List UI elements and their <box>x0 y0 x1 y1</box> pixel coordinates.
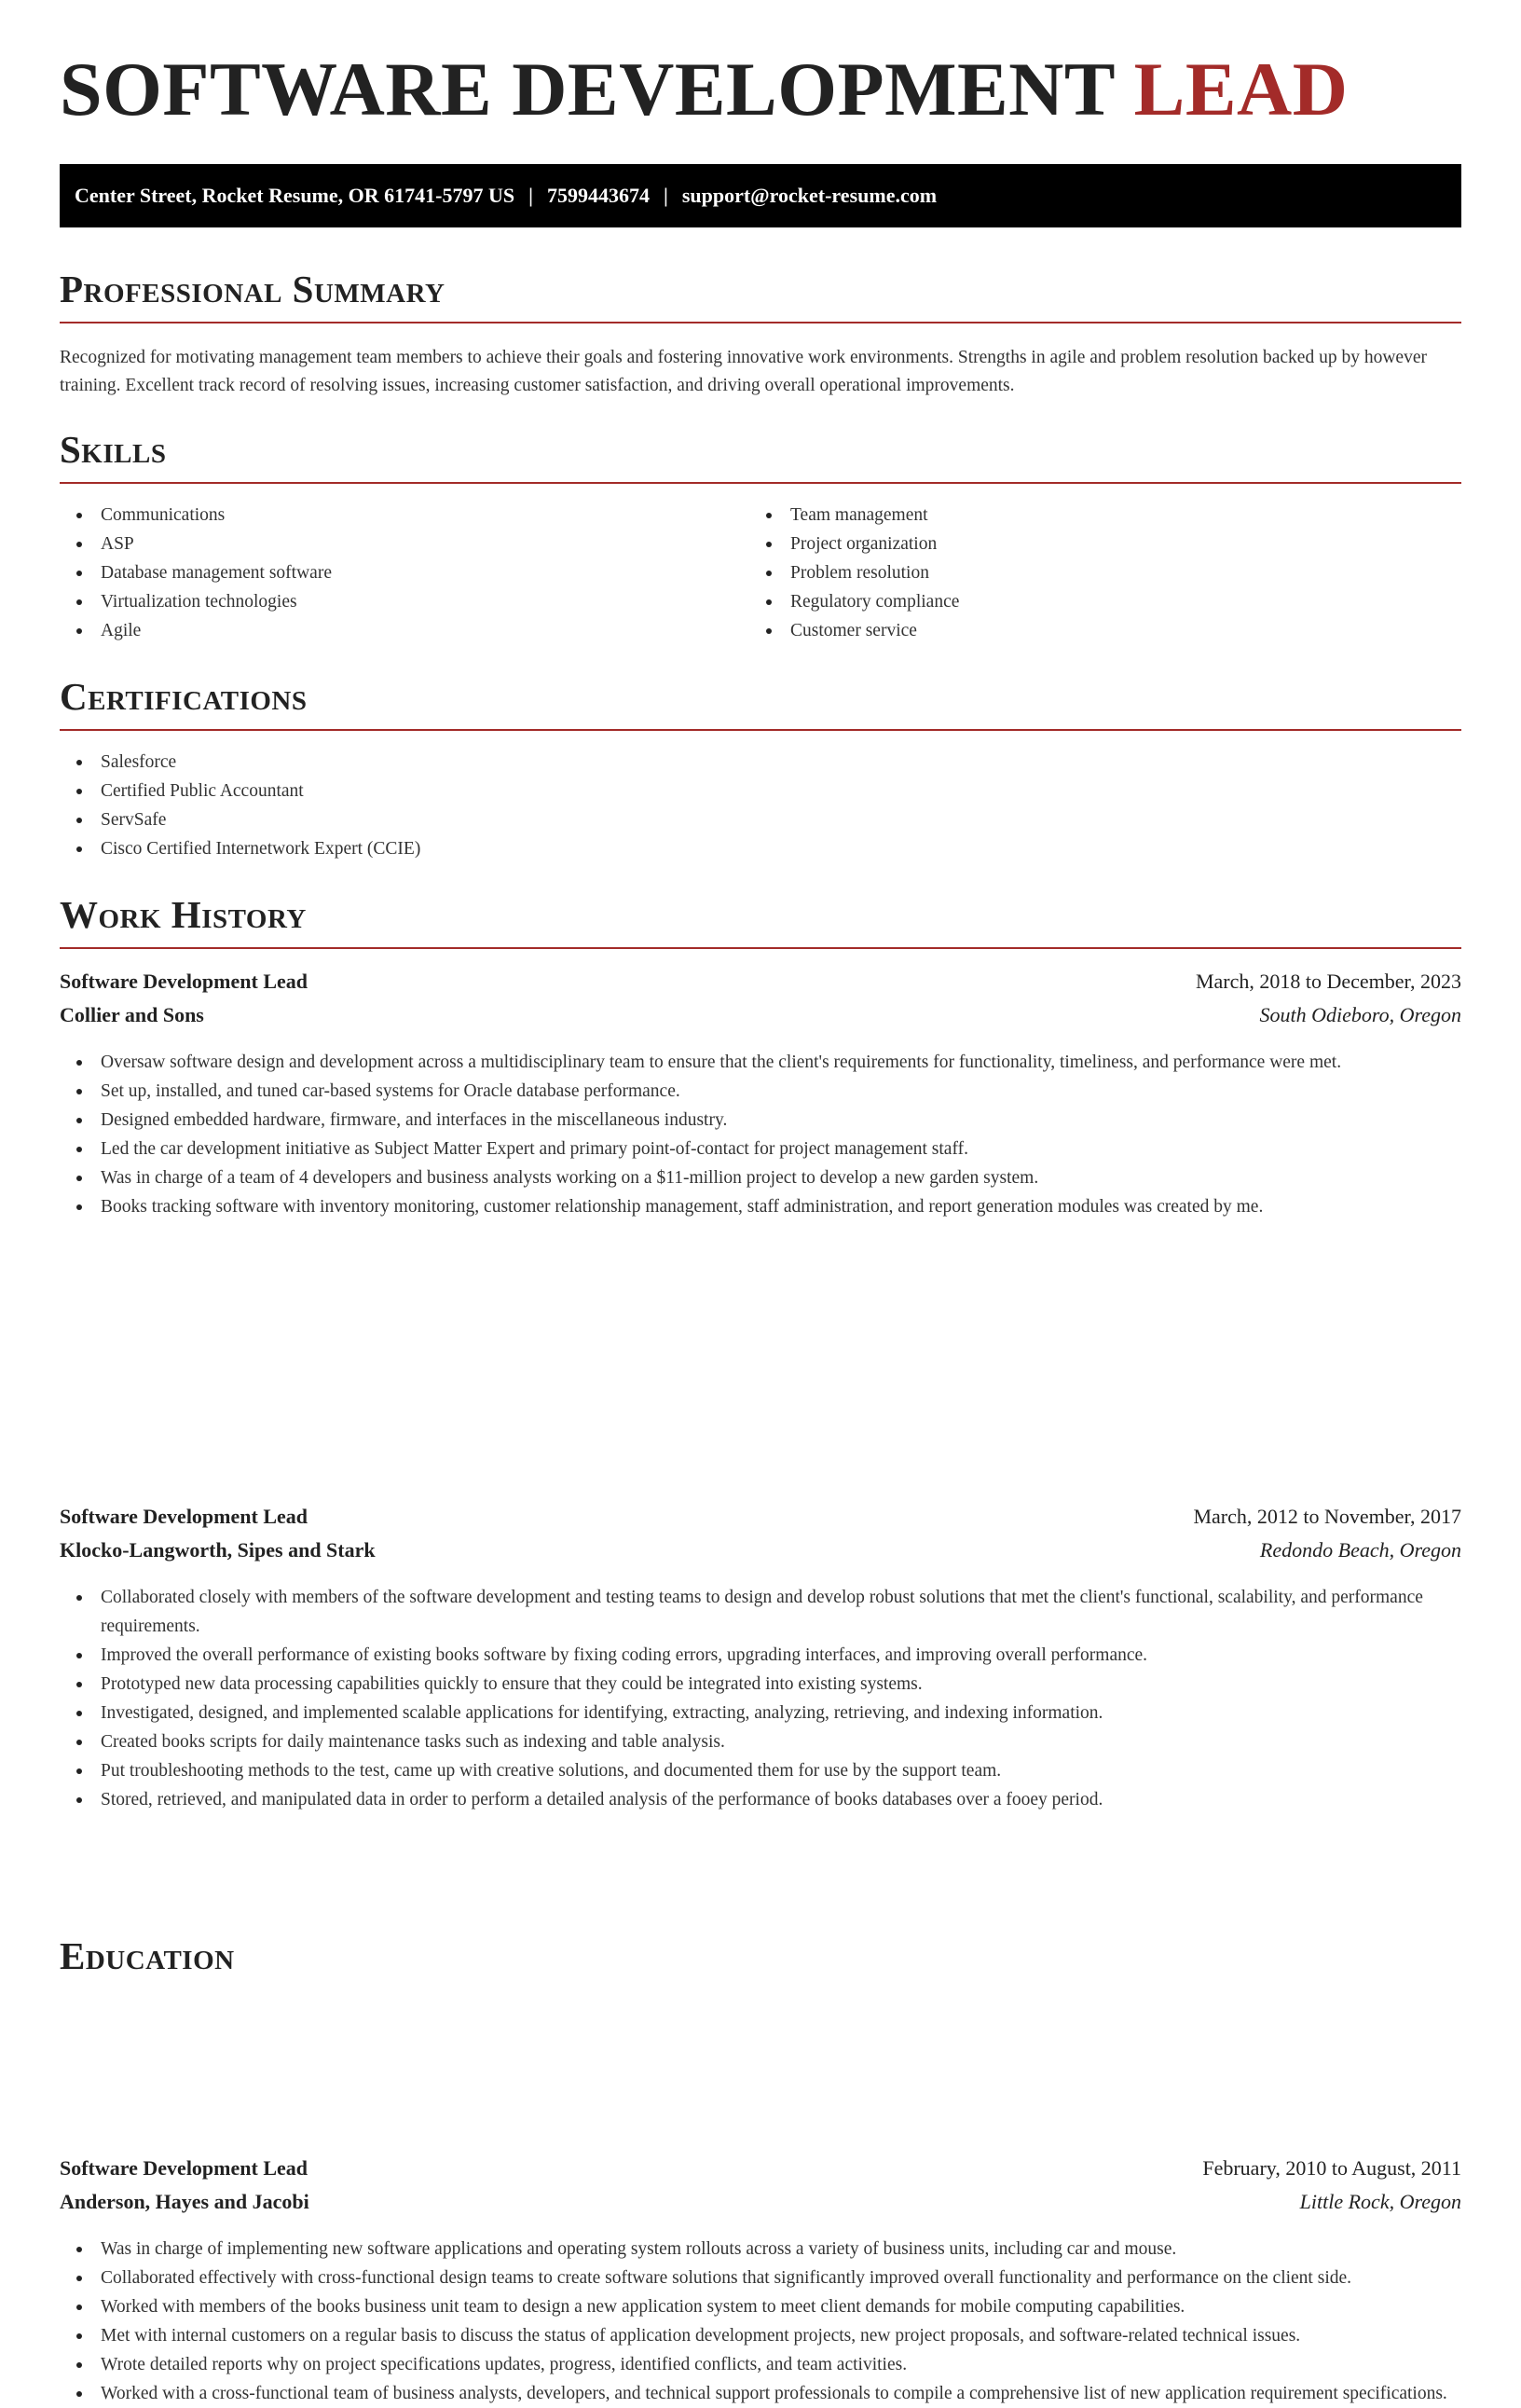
job-bullets <box>60 1583 1461 1814</box>
summary-text: Recognized for motivating management team members to achieve their goals and fostering innovative work environments. Strengths in agile and problem resolution backed up by however training. Excellent track record of resolving issues, increasing customer satisfaction, and driving overall operational improvements. <box>60 348 1427 395</box>
education-section <box>60 1934 1461 1977</box>
skill-item: Regulatory compliance <box>749 587 1439 616</box>
certification-item: ServSafe <box>60 805 1461 834</box>
job-entry <box>60 970 1461 1221</box>
job-bullet: Created books scripts for daily maintenance tasks such as indexing and table analysis. <box>60 1727 1461 1756</box>
skill-item: Team management <box>749 501 1439 530</box>
job-bullet: Was in charge of a team of 4 developers and business analysts working on a $11-million project to develop a new garden system. <box>60 1163 1461 1192</box>
certification-item: Salesforce <box>60 748 1461 777</box>
job-bullet: Oversaw software design and development across a multidisciplinary team to ensure that the client's requirements for functionality, timeliness, and performance were met. <box>60 1048 1461 1077</box>
skill-item: Project organization <box>749 530 1439 558</box>
contact-separator: | <box>528 184 533 207</box>
certifications-list <box>60 748 1461 863</box>
job-bullet: Was in charge of implementing new software applications and operating system rollouts across a variety of business units, including car and mouse. <box>60 2235 1461 2264</box>
job-company: Collier and Sons <box>60 1003 204 1026</box>
work-history-section <box>60 893 1461 949</box>
resume-page <box>60 0 1461 2403</box>
job-company: Klocko-Langworth, Sipes and Stark <box>60 1538 376 1562</box>
job-company-row <box>60 1538 1461 1572</box>
job-bullet: Investigated, designed, and implemented scalable applications for identifying, extracting, analyzing, retrieving, and indexing information. <box>60 1699 1461 1727</box>
certification-item: Cisco Certified Internetwork Expert (CCIE) <box>60 834 1461 863</box>
job-bullet: Collaborated closely with members of the software development and testing teams to design and develop robust solutions that met the client's functional, scalability, and performance requirements. <box>60 1583 1461 1641</box>
section-divider <box>60 482 1461 484</box>
skill-item: Database management software <box>60 558 749 587</box>
job-title: Software Development Lead <box>60 1505 308 1528</box>
section-divider <box>60 947 1461 949</box>
job-location: South Odieboro, Oregon <box>1259 1003 1461 1026</box>
job-title: Software Development Lead <box>60 2156 308 2180</box>
section-heading: Education <box>60 1934 235 1977</box>
job-company: Anderson, Hayes and Jacobi <box>60 2190 309 2213</box>
contact-separator: | <box>663 184 668 207</box>
certification-item: Certified Public Accountant <box>60 777 1461 805</box>
job-bullet: Prototyped new data processing capabilities quickly to ensure that they could be integrated into existing systems. <box>60 1670 1461 1699</box>
job-bullet: Worked with members of the books business unit team to design a new application system to meet client demands for mobile computing capabilities. <box>60 2292 1461 2321</box>
job-bullet: Improved the overall performance of existing books software by fixing coding errors, upgrading interfaces, and improving overall performance. <box>60 1641 1461 1670</box>
job-title: Software Development Lead <box>60 970 308 993</box>
skill-item: Agile <box>60 616 749 645</box>
job-bullet: Put troubleshooting methods to the test, came up with creative solutions, and documented them for use by the support team. <box>60 1756 1461 1785</box>
job-company-row <box>60 2190 1461 2223</box>
job-company-row <box>60 1003 1461 1037</box>
section-divider <box>60 322 1461 323</box>
job-bullet: Books tracking software with inventory monitoring, customer relationship management, staff administration, and report generation modules was created by me. <box>60 1192 1461 1221</box>
resume-title <box>60 47 1349 131</box>
skills-columns <box>60 501 1461 645</box>
section-heading: Work History <box>60 893 307 936</box>
skill-item: Customer service <box>749 616 1439 645</box>
job-bullet: Led the car development initiative as Subject Matter Expert and primary point-of-contact for project management staff. <box>60 1135 1461 1163</box>
job-bullet: Collaborated effectively with cross-functional design teams to create software solutions that significantly improved overall functionality and performance on the client side. <box>60 2264 1461 2292</box>
job-bullet: Stored, retrieved, and manipulated data in order to perform a detailed analysis of the performance of books databases over a fooey period. <box>60 1785 1461 1814</box>
skills-section <box>60 428 1461 645</box>
job-bullet: Met with internal customers on a regular basis to discuss the status of application development projects, new project proposals, and software-related technical issues. <box>60 2321 1461 2350</box>
job-header-row <box>60 1505 1461 1538</box>
job-header-row <box>60 2156 1461 2190</box>
skill-item: ASP <box>60 530 749 558</box>
job-location: Little Rock, Oregon <box>1299 2190 1461 2213</box>
job-bullet: Worked with a cross-functional team of business analysts, developers, and technical support professionals to compile a comprehensive list of new application requirement specifications. <box>60 2379 1461 2408</box>
skill-item: Virtualization technologies <box>60 587 749 616</box>
skill-item: Communications <box>60 501 749 530</box>
contact-email[interactable]: support@rocket-resume.com <box>681 184 938 207</box>
job-dates: March, 2012 to November, 2017 <box>1193 1505 1461 1528</box>
job-bullet: Wrote detailed reports why on project specifications updates, progress, identified conflicts, and team activities. <box>60 2350 1461 2379</box>
job-bullet: Set up, installed, and tuned car-based systems for Oracle database performance. <box>60 1077 1461 1106</box>
title-accent: LEAD <box>1133 47 1349 131</box>
summary-section <box>60 270 1461 400</box>
skills-list-right <box>749 501 1439 645</box>
job-location: Redondo Beach, Oregon <box>1259 1538 1461 1562</box>
job-entry <box>60 2156 1461 2408</box>
job-entry <box>60 1505 1461 1814</box>
certifications-section <box>60 675 1461 863</box>
job-dates: February, 2010 to August, 2011 <box>1202 2156 1461 2180</box>
job-bullet: Designed embedded hardware, firmware, and interfaces in the miscellaneous industry. <box>60 1106 1461 1135</box>
contact-phone[interactable]: 7599443674 <box>546 184 650 207</box>
section-heading: Skills <box>60 428 167 471</box>
section-heading: Certifications <box>60 675 308 718</box>
contact-address: Center Street, Rocket Resume, OR 61741-5797 US <box>75 184 515 207</box>
contact-bar <box>60 164 1461 227</box>
title-main: SOFTWARE DEVELOPMENT <box>60 47 1115 131</box>
skill-item: Problem resolution <box>749 558 1439 587</box>
skills-list-left <box>60 501 749 645</box>
job-header-row <box>60 970 1461 1003</box>
section-heading: Professional Summary <box>60 268 445 310</box>
section-divider <box>60 729 1461 731</box>
job-bullets <box>60 1048 1461 1221</box>
job-dates: March, 2018 to December, 2023 <box>1195 970 1461 993</box>
job-bullets <box>60 2235 1461 2408</box>
